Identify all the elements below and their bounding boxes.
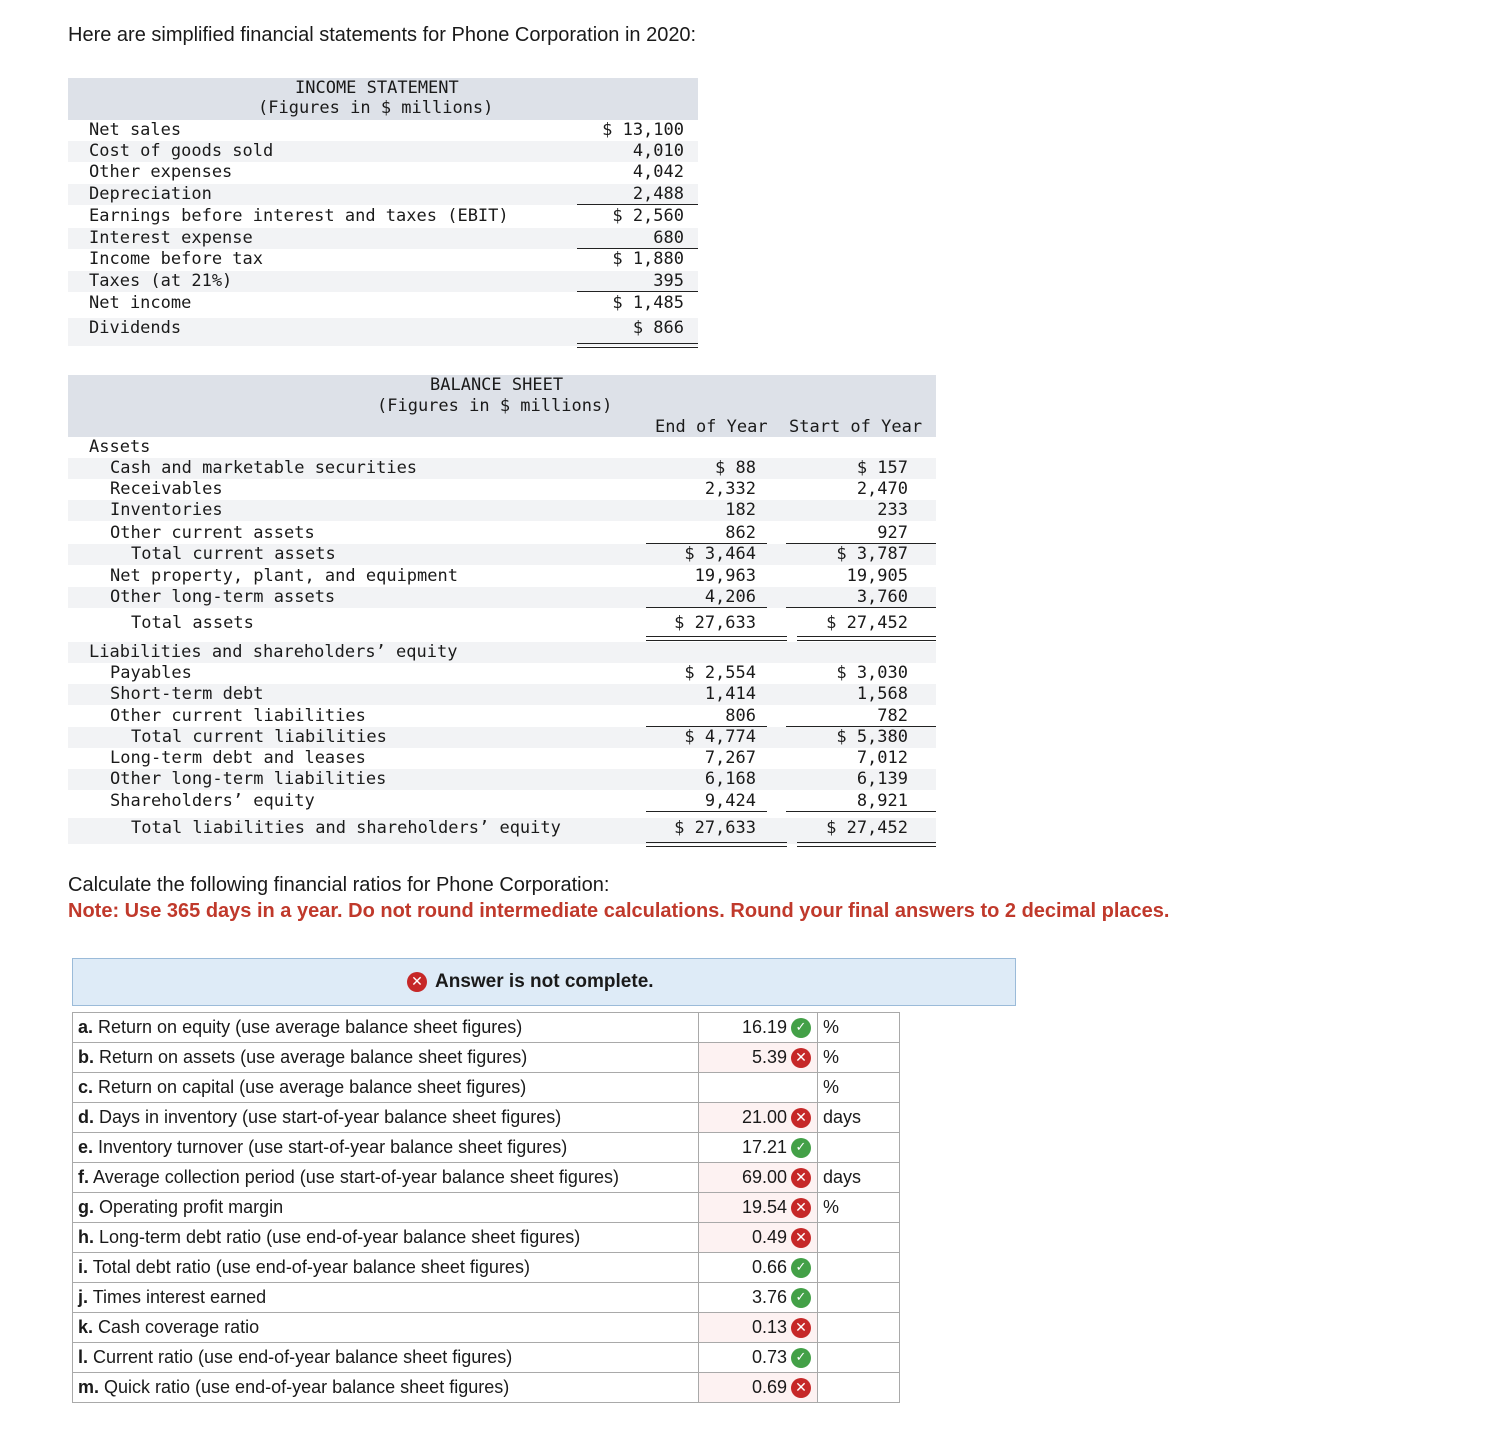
answer-letter: e. <box>78 1137 94 1157</box>
intro-text: Here are simplified financial statements for Phone Corporation in 2020: <box>68 24 697 46</box>
income-statement-subtitle: (Figures in $ millions) <box>258 98 494 118</box>
balance-start-value: 3,760 <box>786 587 936 608</box>
answer-value-cell[interactable] <box>699 1223 818 1253</box>
balance-row <box>68 500 936 521</box>
balance-row <box>68 566 936 587</box>
answer-question <box>73 1163 699 1193</box>
answer-unit: % <box>818 1013 900 1043</box>
balance-row <box>68 791 936 812</box>
balance-row-label: Liabilities and shareholders’ equity <box>89 642 458 662</box>
answer-row <box>73 1043 900 1073</box>
income-row-value: 680 <box>577 228 698 249</box>
answer-row <box>73 1343 900 1373</box>
balance-double-rule <box>646 636 787 641</box>
income-row <box>68 184 698 205</box>
income-row-label: Interest expense <box>89 228 253 248</box>
balance-start-value: 782 <box>786 706 936 727</box>
answer-value-wrap <box>742 1137 811 1158</box>
balance-sheet-header <box>68 375 936 437</box>
income-row-value: $ 2,560 <box>612 206 684 226</box>
income-row-value: $ 1,485 <box>612 293 684 313</box>
balance-row-label: Cash and marketable securities <box>110 458 418 478</box>
income-row <box>68 271 698 292</box>
income-row-value: 395 <box>577 271 698 292</box>
answer-value: 69.00 <box>741 1167 787 1187</box>
income-row <box>68 120 698 141</box>
x-icon: ✕ <box>791 1108 811 1128</box>
answer-row <box>73 1133 900 1163</box>
balance-end-value: $ 27,633 <box>674 818 756 838</box>
answer-value-wrap <box>752 1257 811 1278</box>
answer-value-cell[interactable] <box>699 1283 818 1313</box>
income-row <box>68 228 698 249</box>
balance-end-value: $ 4,774 <box>684 727 756 747</box>
income-row-label: Dividends <box>89 318 182 338</box>
check-icon: ✓ <box>791 1138 811 1158</box>
answer-question-text: Times interest earned <box>88 1287 267 1307</box>
x-icon: ✕ <box>791 1168 811 1188</box>
balance-start-value: 8,921 <box>786 791 936 812</box>
balance-start-value: $ 27,452 <box>826 818 908 838</box>
balance-end-value: $ 2,554 <box>684 663 756 683</box>
answer-letter: a. <box>78 1017 94 1037</box>
answer-value: 17.21 <box>741 1137 787 1157</box>
answer-question-text: Current ratio (use end-of-year balance sheet figures) <box>88 1347 513 1367</box>
answer-question-text: Return on capital (use average balance sheet figures) <box>93 1077 527 1097</box>
answer-unit <box>818 1223 900 1253</box>
balance-row-label: Total current assets <box>131 544 336 564</box>
income-row-label: Net sales <box>89 120 182 140</box>
balance-end-value: $ 88 <box>715 458 756 478</box>
balance-start-value: $ 3,030 <box>836 663 908 683</box>
answer-unit: days <box>818 1103 900 1133</box>
balance-row-label: Other current liabilities <box>110 706 366 726</box>
balance-row-label: Total liabilities and shareholders’ equity <box>131 818 561 838</box>
answer-unit: % <box>818 1073 900 1103</box>
answer-value-cell[interactable] <box>699 1103 818 1133</box>
income-row-value: $ 13,100 <box>602 120 684 140</box>
answer-value-cell[interactable] <box>699 1133 818 1163</box>
answer-question <box>73 1073 699 1103</box>
answer-row <box>73 1373 900 1403</box>
answer-question <box>73 1223 699 1253</box>
check-icon: ✓ <box>791 1348 811 1368</box>
answer-question-text: Average collection period (use start-of-year balance sheet figures) <box>89 1167 619 1187</box>
answer-question-text: Quick ratio (use end-of-year balance sheet figures) <box>99 1377 510 1397</box>
balance-start-value: 1,568 <box>856 684 908 704</box>
balance-row-label: Shareholders’ equity <box>110 791 315 811</box>
balance-row-label: Short-term debt <box>110 684 264 704</box>
balance-start-value: $ 157 <box>856 458 908 478</box>
balance-end-value: $ 3,464 <box>684 544 756 564</box>
answer-question <box>73 1283 699 1313</box>
answer-value-wrap <box>742 1017 811 1038</box>
answer-row <box>73 1223 900 1253</box>
income-row <box>68 206 698 227</box>
answer-letter: f. <box>78 1167 89 1187</box>
answer-question <box>73 1373 699 1403</box>
balance-row-label: Other long-term liabilities <box>110 769 387 789</box>
income-row-label: Other expenses <box>89 162 233 182</box>
answer-value-wrap <box>752 1377 811 1398</box>
answer-question <box>73 1313 699 1343</box>
answers-table <box>72 1012 900 1403</box>
balance-end-value: 7,267 <box>704 748 756 768</box>
income-row <box>68 318 698 346</box>
answer-unit: % <box>818 1193 900 1223</box>
income-row-value: $ 866 <box>632 318 684 338</box>
answer-row <box>73 1313 900 1343</box>
balance-end-value: 806 <box>646 706 767 727</box>
answer-question <box>73 1103 699 1133</box>
answer-letter: b. <box>78 1047 94 1067</box>
balance-row-label: Payables <box>110 663 192 683</box>
answer-row <box>73 1193 900 1223</box>
balance-start-value: $ 27,452 <box>826 613 908 633</box>
answer-question-text: Days in inventory (use start-of-year balance sheet figures) <box>94 1107 562 1127</box>
answer-question-text: Inventory turnover (use start-of-year balance sheet figures) <box>93 1137 568 1157</box>
answer-value: 0.66 <box>751 1257 787 1277</box>
answer-letter: c. <box>78 1077 94 1097</box>
answer-value-cell[interactable] <box>699 1313 818 1343</box>
answer-question <box>73 1043 699 1073</box>
answer-value: 0.49 <box>751 1227 787 1247</box>
income-row <box>68 293 698 314</box>
answer-question <box>73 1193 699 1223</box>
x-icon: ✕ <box>791 1378 811 1398</box>
answer-question-text: Long-term debt ratio (use end-of-year balance sheet figures) <box>94 1227 581 1247</box>
balance-start-value: 927 <box>786 523 936 544</box>
answer-letter: d. <box>78 1107 94 1127</box>
balance-row <box>68 544 936 565</box>
answer-value: 0.73 <box>751 1347 787 1367</box>
balance-double-rule <box>646 842 787 847</box>
balance-row <box>68 706 936 727</box>
answer-value-wrap <box>742 1167 811 1188</box>
check-icon: ✓ <box>791 1258 811 1278</box>
balance-row <box>68 818 936 844</box>
balance-end-value: 19,963 <box>694 566 756 586</box>
answer-value-wrap <box>742 1197 811 1218</box>
answer-value-cell[interactable] <box>699 1073 818 1103</box>
answer-value: 3.76 <box>751 1287 787 1307</box>
balance-double-rule <box>797 842 936 847</box>
balance-row-label: Total current liabilities <box>131 727 387 747</box>
answer-question <box>73 1343 699 1373</box>
answer-row <box>73 1253 900 1283</box>
answer-question-text: Operating profit margin <box>94 1197 284 1217</box>
income-row-label: Taxes (at 21%) <box>89 271 233 291</box>
answer-letter: h. <box>78 1227 94 1247</box>
answer-value: 5.39 <box>751 1047 787 1067</box>
balance-sheet-title: BALANCE SHEET <box>430 375 564 395</box>
answer-value: 0.69 <box>751 1377 787 1397</box>
balance-sheet-subtitle: (Figures in $ millions) <box>377 396 613 416</box>
answer-value: 21.00 <box>741 1107 787 1127</box>
balance-double-rule <box>797 636 936 641</box>
answer-question-text: Total debt ratio (use end-of-year balance sheet figures) <box>88 1257 530 1277</box>
answer-unit: % <box>818 1043 900 1073</box>
income-statement-header <box>68 78 698 120</box>
balance-row <box>68 523 936 544</box>
balance-row <box>68 663 936 684</box>
balance-row <box>68 642 936 663</box>
answer-value-cell[interactable] <box>699 1043 818 1073</box>
answer-unit <box>818 1253 900 1283</box>
answer-letter: m. <box>78 1377 100 1397</box>
balance-start-value: $ 3,787 <box>836 544 908 564</box>
balance-start-value: $ 5,380 <box>836 727 908 747</box>
answer-value-wrap <box>752 1317 811 1338</box>
answer-value-wrap <box>752 1347 811 1368</box>
banner-text: Answer is not complete. <box>435 971 654 992</box>
balance-start-value: 19,905 <box>846 566 908 586</box>
income-row-value: 2,488 <box>577 184 698 205</box>
x-icon: ✕ <box>791 1198 811 1218</box>
answer-letter: i. <box>78 1257 89 1277</box>
answer-unit <box>818 1283 900 1313</box>
answer-value: 0.13 <box>751 1317 787 1337</box>
answer-value: 19.54 <box>741 1197 787 1217</box>
col-end-of-year: End of Year <box>655 417 768 437</box>
balance-row-label: Assets <box>89 437 151 457</box>
answer-value-cell[interactable] <box>699 1343 818 1373</box>
income-row-label: Income before tax <box>89 249 263 269</box>
check-icon: ✓ <box>791 1288 811 1308</box>
answer-value-cell[interactable] <box>699 1193 818 1223</box>
check-icon: ✓ <box>791 1018 811 1038</box>
answer-value-cell[interactable] <box>699 1373 818 1403</box>
balance-end-value: 1,414 <box>704 684 756 704</box>
balance-row-label: Long-term debt and leases <box>110 748 366 768</box>
income-row-label: Net income <box>89 293 192 313</box>
balance-end-value: 4,206 <box>646 587 767 608</box>
balance-row-label: Net property, plant, and equipment <box>110 566 458 586</box>
balance-end-value: $ 27,633 <box>674 613 756 633</box>
balance-end-value: 6,168 <box>704 769 756 789</box>
answer-question <box>73 1133 699 1163</box>
income-row <box>68 162 698 183</box>
answer-unit <box>818 1373 900 1403</box>
balance-row <box>68 587 936 608</box>
answer-value-wrap <box>752 1227 811 1248</box>
answer-letter: j. <box>78 1287 89 1307</box>
balance-row <box>68 479 936 500</box>
balance-end-value: 9,424 <box>646 791 767 812</box>
balance-row-label: Inventories <box>110 500 223 520</box>
balance-row-label: Other current assets <box>110 523 315 543</box>
income-row-value: $ 1,880 <box>612 249 684 269</box>
income-row-value: 4,010 <box>632 141 684 161</box>
balance-row <box>68 727 936 748</box>
answer-value-wrap <box>742 1107 811 1128</box>
balance-row-label: Other long-term assets <box>110 587 336 607</box>
answer-question-text: Return on equity (use average balance sheet figures) <box>93 1017 523 1037</box>
answer-unit <box>818 1133 900 1163</box>
balance-row <box>68 458 936 479</box>
answer-row <box>73 1103 900 1133</box>
balance-row <box>68 437 936 458</box>
income-row <box>68 141 698 162</box>
x-icon: ✕ <box>791 1318 811 1338</box>
income-double-rule <box>577 343 698 348</box>
balance-end-value: 2,332 <box>704 479 756 499</box>
answer-value-cell[interactable] <box>699 1253 818 1283</box>
answer-value: 16.19 <box>741 1017 787 1037</box>
answer-value-cell[interactable] <box>699 1013 818 1043</box>
calc-instructions: Calculate the following financial ratios for Phone Corporation: <box>68 874 610 896</box>
balance-start-value: 6,139 <box>856 769 908 789</box>
answer-unit: days <box>818 1163 900 1193</box>
answer-row <box>73 1163 900 1193</box>
rounding-note: Note: Use 365 days in a year. Do not round intermediate calculations. Round your final answers to 2 decimal places. <box>68 900 1170 922</box>
answer-status-banner <box>72 958 1016 1006</box>
balance-start-value: 233 <box>877 500 908 520</box>
balance-end-value: 862 <box>646 523 767 544</box>
answer-question-text: Cash coverage ratio <box>93 1317 260 1337</box>
x-icon: ✕ <box>791 1228 811 1248</box>
answer-row <box>73 1013 900 1043</box>
income-row-label: Earnings before interest and taxes (EBIT) <box>89 206 509 226</box>
answer-question <box>73 1013 699 1043</box>
income-row-value: 4,042 <box>632 162 684 182</box>
answer-question <box>73 1253 699 1283</box>
income-statement-title: INCOME STATEMENT <box>295 78 459 98</box>
answer-unit <box>818 1313 900 1343</box>
answer-value-wrap <box>752 1047 811 1068</box>
income-row-label: Cost of goods sold <box>89 141 274 161</box>
answer-letter: l. <box>78 1347 89 1367</box>
balance-row-label: Receivables <box>110 479 223 499</box>
answer-letter: g. <box>78 1197 94 1217</box>
x-icon: ✕ <box>791 1048 811 1068</box>
balance-start-value: 7,012 <box>856 748 908 768</box>
answer-letter: k. <box>78 1317 94 1337</box>
answer-row <box>73 1073 900 1103</box>
balance-start-value: 2,470 <box>856 479 908 499</box>
income-row-label: Depreciation <box>89 184 212 204</box>
answer-value-cell[interactable] <box>699 1163 818 1193</box>
balance-row-label: Total assets <box>131 613 254 633</box>
balance-end-value: 182 <box>725 500 756 520</box>
col-start-of-year: Start of Year <box>789 417 923 437</box>
answer-value-wrap <box>752 1287 811 1308</box>
balance-row <box>68 684 936 705</box>
income-row <box>68 249 698 270</box>
answer-row <box>73 1283 900 1313</box>
answer-unit <box>818 1343 900 1373</box>
x-icon: ✕ <box>407 972 427 992</box>
balance-row <box>68 769 936 790</box>
balance-row <box>68 748 936 769</box>
answer-question-text: Return on assets (use average balance sheet figures) <box>94 1047 528 1067</box>
